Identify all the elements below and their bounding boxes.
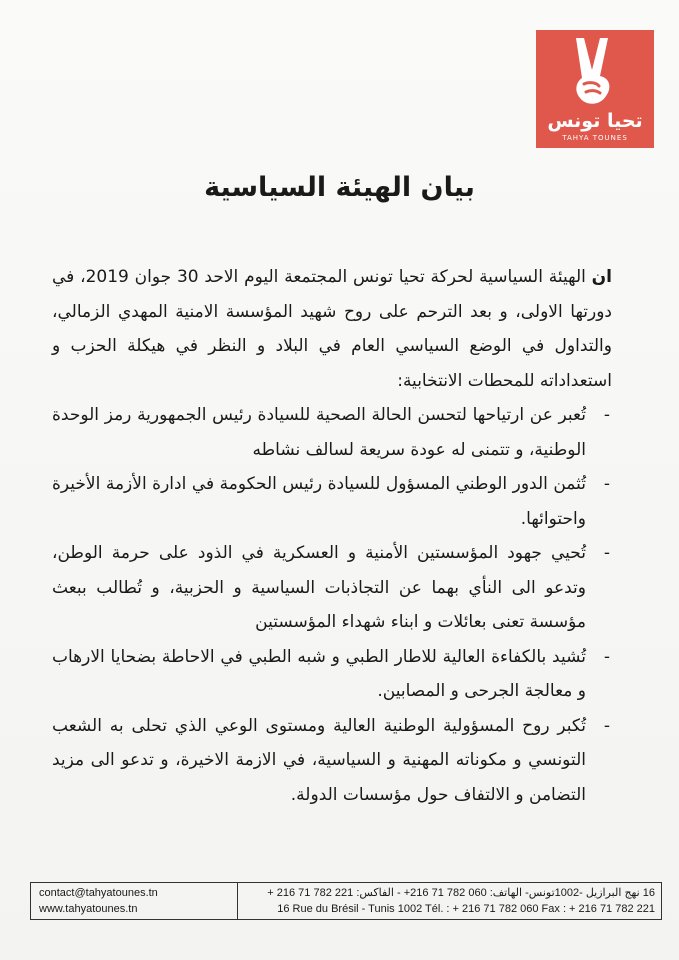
footer-email-link[interactable]: contact@tahyatounes.tn: [39, 887, 158, 899]
victory-hand-icon: [566, 36, 624, 110]
list-item: [52, 709, 612, 813]
list-item: [52, 640, 612, 709]
tahya-tounes-logo: [536, 30, 654, 148]
footer-address: [245, 885, 655, 917]
footer-address-french: 16 Rue du Brésil - Tunis 1002 Tél. : + 216 71 782 060 Fax : + 216 71 782 221: [277, 903, 655, 915]
point-text: تُشيد بالكفاءة العالية للاطار الطبي و شبه الطبي في الاحاطة بضحايا الارهاب و معالجة الجرحى و المصابين.: [52, 646, 586, 701]
page-title: بيان الهيئة السياسية: [204, 172, 475, 203]
intro-paragraph: [52, 260, 612, 398]
list-item: [52, 467, 612, 536]
logo-text-arabic: تحيا تونس: [547, 110, 643, 132]
statement-body: [52, 260, 612, 812]
logo-text-latin: TAHYA TOUNES: [562, 134, 628, 142]
bullet-dash: -: [603, 543, 610, 563]
bullet-dash: -: [603, 715, 610, 736]
bullet-dash: -: [603, 474, 610, 494]
footer-website-link[interactable]: www.tahyatounes.tn: [39, 903, 138, 915]
points-list: [52, 398, 612, 812]
list-item: [52, 398, 612, 467]
point-text: تُكبر روح المسؤولية الوطنية العالية ومستوى الوعي الذي تحلى به الشعب التونسي و مكوناته المهنية و السياسية، في الازمة الاخيرة، و تدعو الى مزيد التضامن و الالتفاف حول مؤسسات الدولة.: [52, 715, 586, 805]
bullet-dash: -: [603, 405, 610, 425]
point-text: تُعبر عن ارتياحها لتحسن الحالة الصحية للسيادة رئيس الجمهورية رمز الوحدة الوطنية، و تتمنى له عودة سريعة لسالف نشاطه: [52, 405, 586, 460]
footer-address-arabic: 16 نهج البرازيل -1002تونس- الهاتف: 060 782 71 216+ - الفاكس: 221 782 71 216 +: [267, 887, 655, 899]
intro-lead: ان: [591, 267, 612, 287]
intro-text: الهيئة السياسية لحركة تحيا تونس المجتمعة اليوم الاحد 30 جوان 2019، في دورتها الاولى، و بعد الترحم على روح شهيد المؤسسة الامنية المهدي الزمالي، والتداول في الوضع السياسي العام في البلاد و النظر في هيكلة الحزب و استعداداته للمحطات الانتخابية:: [52, 267, 612, 391]
footer-web-contacts: [39, 885, 158, 917]
footer-divider: [237, 883, 238, 919]
point-text: تُحيي جهود المؤسستين الأمنية و العسكرية في الذود على حرمة الوطن، وتدعو الى النأي بهما عن التجاذبات السياسية و الحزبية، و تُطالب ببعث مؤسسة تعنى بعائلات و ابناء شهداء المؤسستين: [52, 543, 586, 632]
list-item: [52, 536, 612, 640]
bullet-dash: -: [603, 646, 610, 667]
footer-contact-box: [30, 882, 662, 920]
point-text: تُثمن الدور الوطني المسؤول للسيادة رئيس الحكومة في ادارة الأزمة الأخيرة واحتوائها.: [52, 474, 586, 529]
